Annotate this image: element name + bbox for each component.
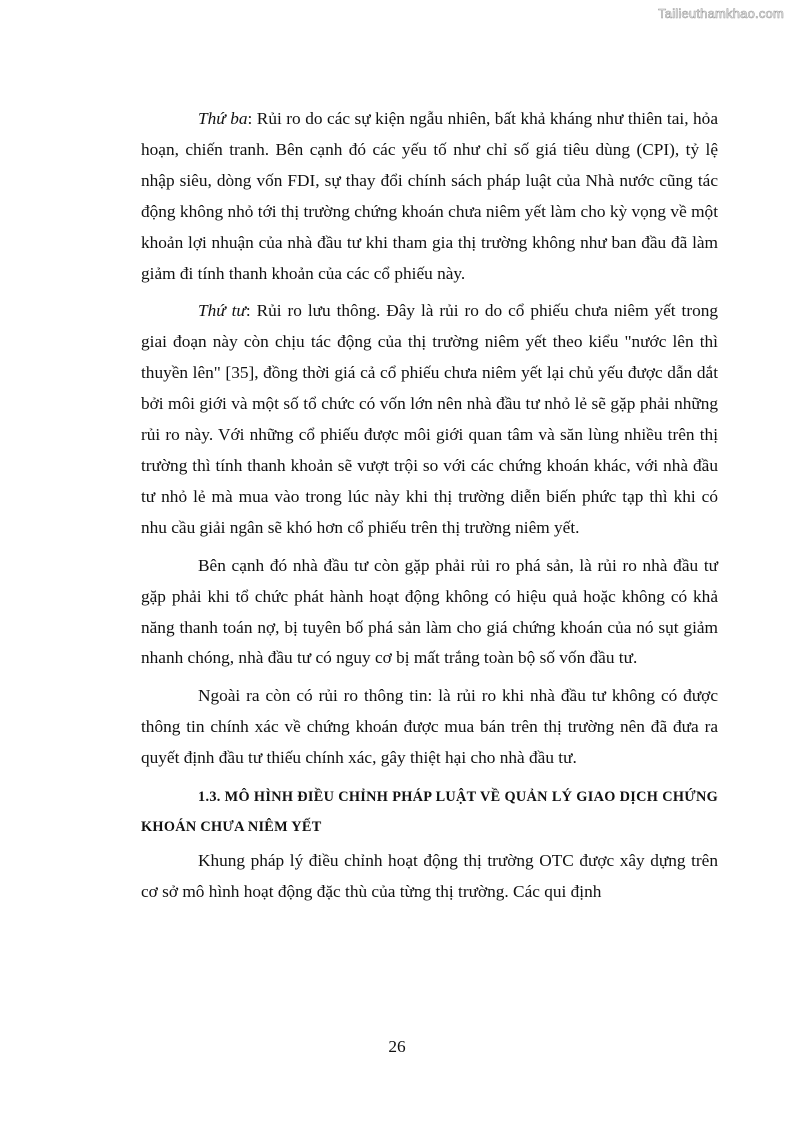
page-body [141, 104, 718, 908]
watermark-text: Tailieuthamkhao.com [658, 6, 784, 21]
paragraph-rui-ro-thong-tin: Ngoài ra còn có rủi ro thông tin: là rủi ro khi nhà đầu tư không có được thông tin chính xác về chứng khoán được mua bán trên thị trường nên đã đưa ra quyết định đầu tư thiếu chính xác, gây thiệt hại cho nhà đầu tư. [141, 686, 718, 768]
paragraph-text-thu-ba: : Rủi ro do các sự kiện ngẫu nhiên, bất khả kháng như thiên tai, hỏa hoạn, chiến tranh. Bên cạnh đó các yếu tố như chỉ số giá tiêu dùng (CPI), tỷ lệ nhập siêu, dòng vốn FDI, sự thay đổi chính sách pháp luật của Nhà nước cũng tác động không nhỏ tới thị trường chứng khoán chưa niêm yết làm cho kỳ vọng về một khoản lợi nhuận của nhà đầu tư khi tham gia thị trường không như ban đầu đã làm giảm đi tính thanh khoản của các cổ phiếu này. [141, 109, 718, 283]
paragraph-thu-ba [141, 104, 718, 289]
section-heading: 1.3. MÔ HÌNH ĐIỀU CHỈNH PHÁP LUẬT VỀ QUẢN LÝ GIAO DỊCH CHỨNG KHOÁN CHƯA NIÊM YẾT [141, 789, 718, 835]
paragraph-lead-thu-ba: Thứ ba [198, 109, 248, 128]
paragraph-rui-ro-pha-san: Bên cạnh đó nhà đầu tư còn gặp phải rủi ro phá sản, là rủi ro nhà đầu tư gặp phải khi tổ chức phát hành hoạt động không có hiệu quả hoặc không có khả năng thanh toán nợ, bị tuyên bố phá sản làm cho giá chứng khoán của nó sụt giảm nhanh chóng, nhà đầu tư có nguy cơ bị mất trắng toàn bộ số vốn đầu tư. [141, 555, 718, 668]
paragraph-thu-tu [141, 296, 718, 543]
page-number: 26 [388, 1037, 406, 1056]
paragraph-text-thu-tu: : Rủi ro lưu thông. Đây là rủi ro do cổ phiếu chưa niêm yết trong giai đoạn này còn chịu tác động của thị trường niêm yết theo kiểu "nước lên thì thuyền lên" [35], đồng thời giá cả cổ phiếu chưa niêm yết lại chủ yếu được dẫn dắt bởi môi giới và một số tổ chức có vốn lớn nên nhà đầu tư nhỏ lẻ sẽ gặp phải những rủi ro này. Với những cổ phiếu được môi giới quan tâm và săn lùng nhiều trên thị trường thì tính thanh khoản sẽ vượt trội so với các chứng khoán khác, với nhà đầu tư nhỏ lẻ mà mua vào trong lúc này khi thị trường diễn biến phức tạp thì khi có nhu cầu giải ngân sẽ khó hơn cổ phiếu trên thị trường niêm yết. [141, 301, 718, 537]
paragraph-lead-thu-tu: Thứ tư [198, 301, 246, 321]
section-paragraph: Khung pháp lý điều chỉnh hoạt động thị trường OTC được xây dựng trên cơ sở mô hình hoạt động đặc thù của từng thị trường. Các qui định [141, 851, 718, 901]
